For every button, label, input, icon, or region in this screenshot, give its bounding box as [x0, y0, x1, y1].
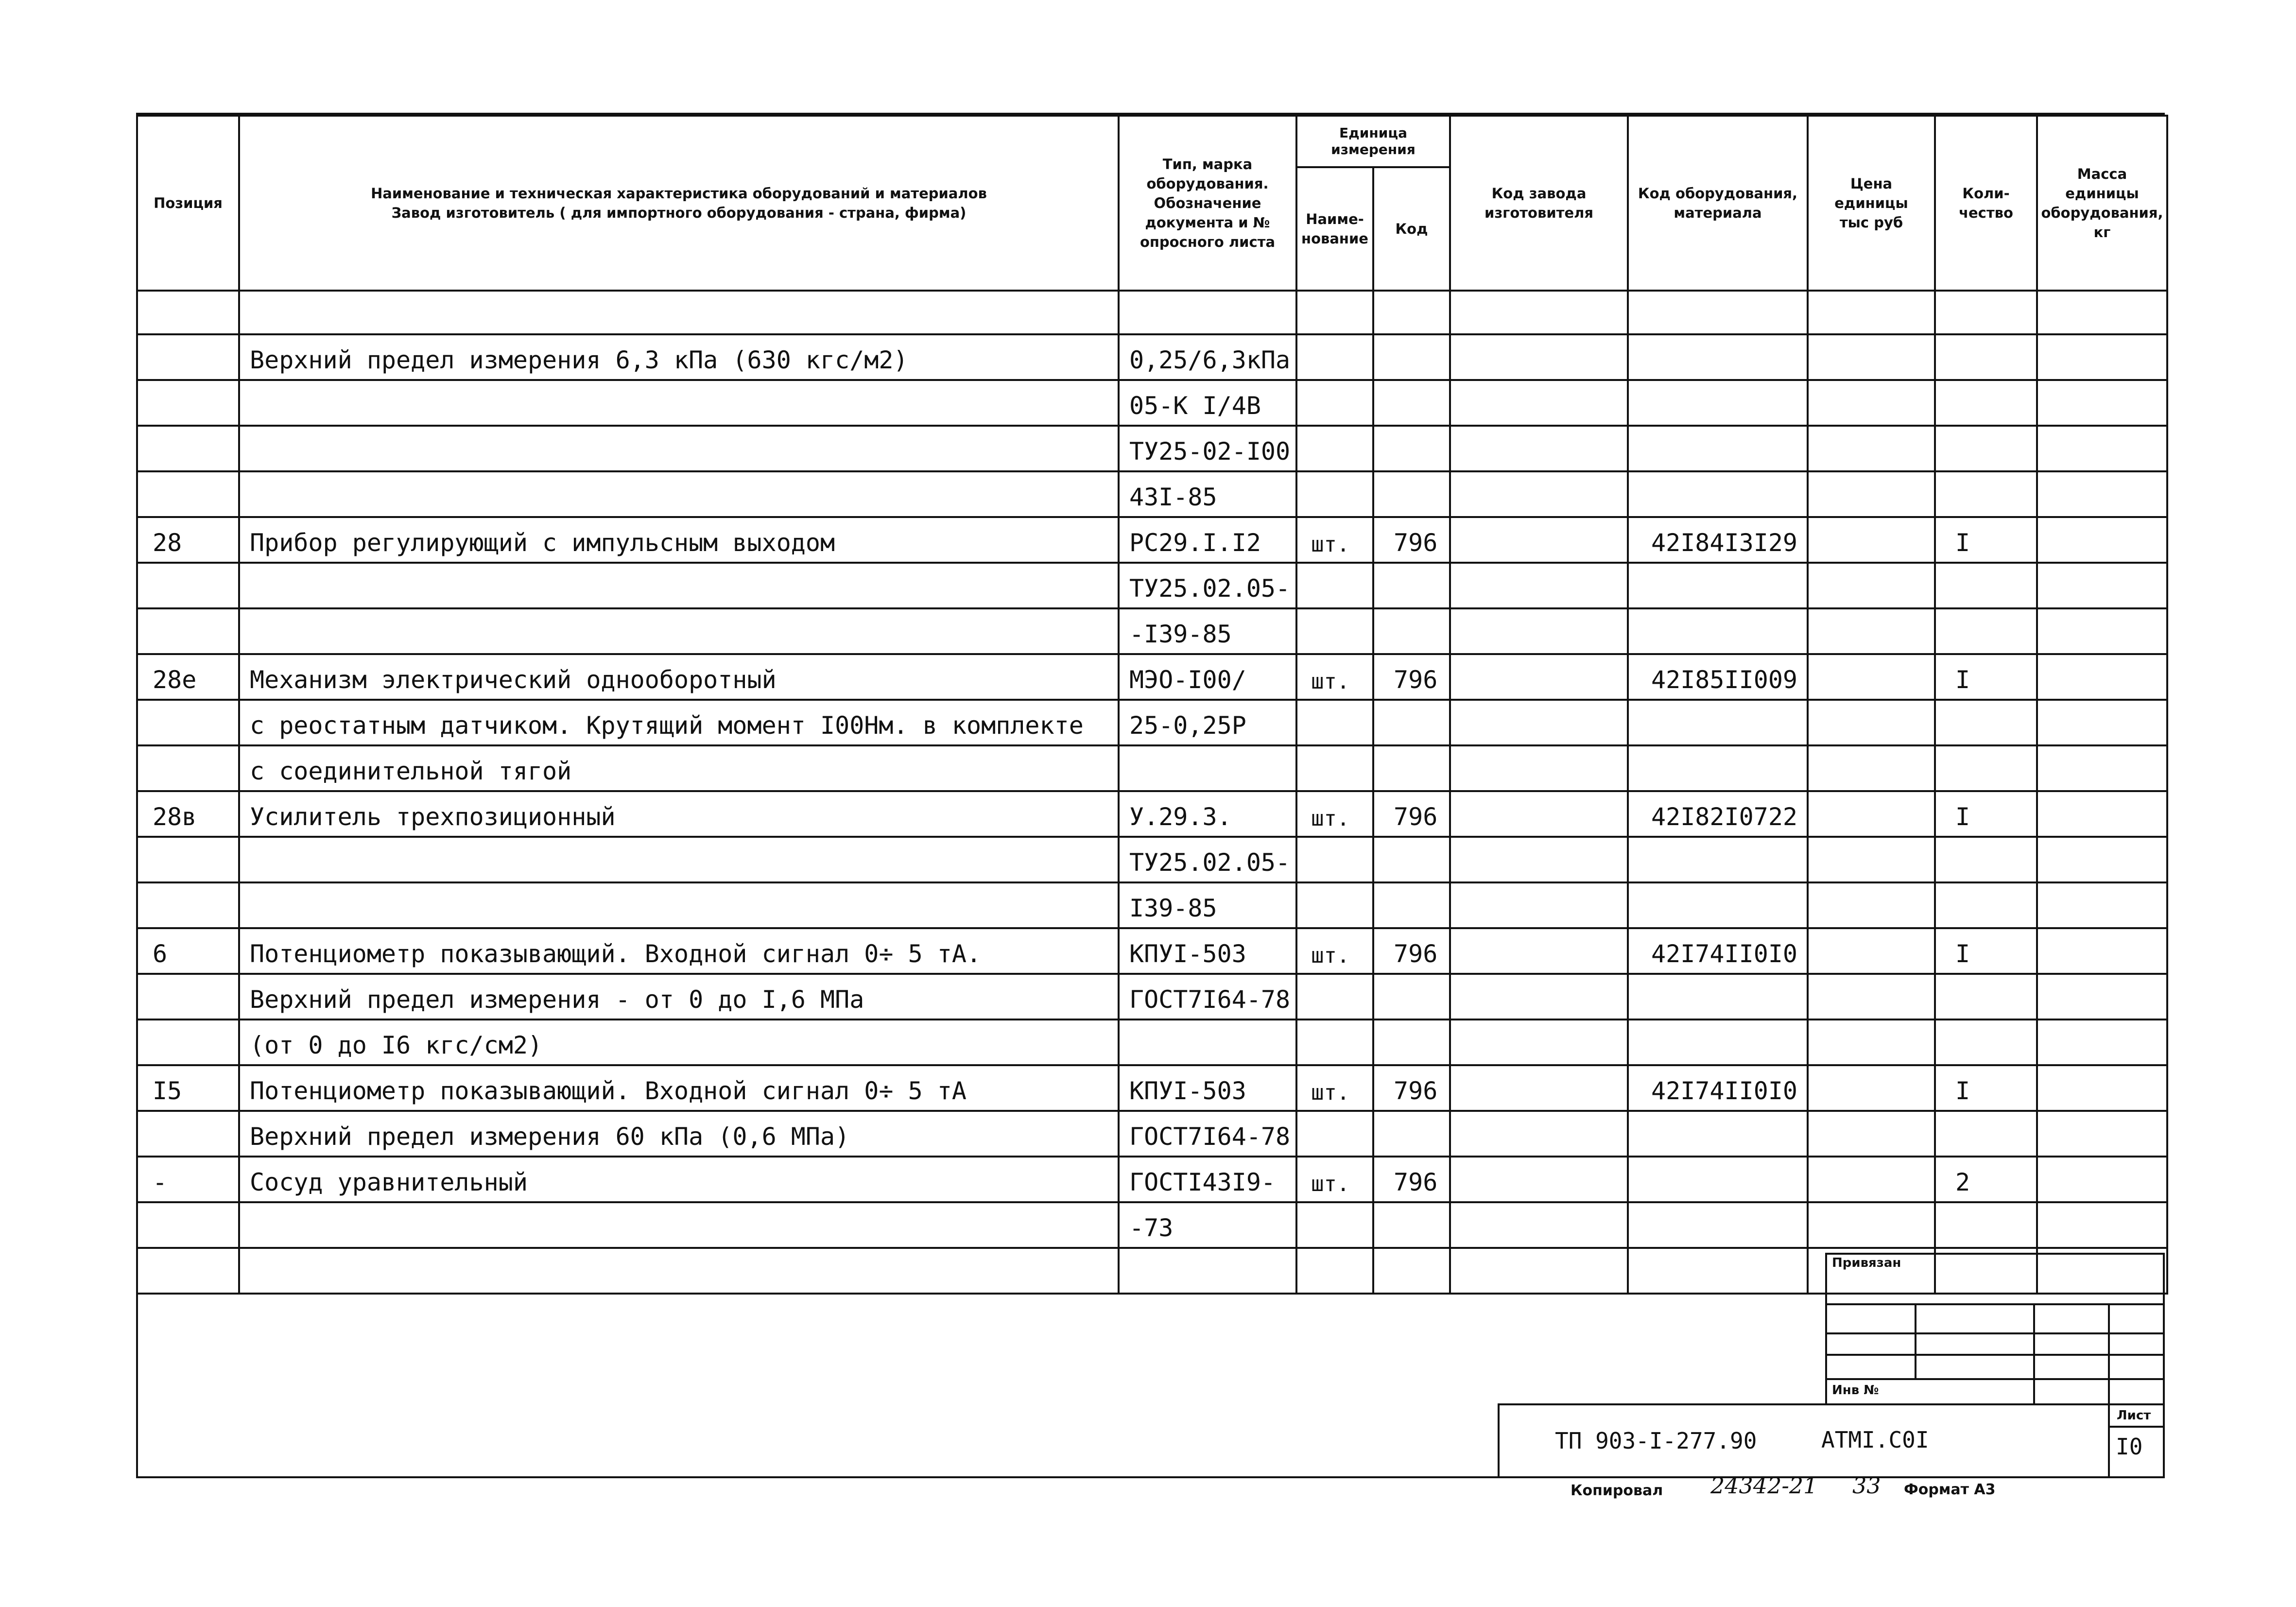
cell-quantity	[1935, 882, 2037, 928]
cell-name: (от 0 до I6 кгс/см2)	[239, 1019, 1119, 1065]
cell-factory-code	[1450, 700, 1628, 745]
cell-unit-name: шт.	[1296, 928, 1373, 974]
cell-unit-code	[1373, 471, 1450, 517]
cell-material-code	[1628, 380, 1808, 426]
cell-type: -73	[1119, 1202, 1296, 1248]
cell-material-code	[1628, 471, 1808, 517]
sheet-label: Лист	[2117, 1408, 2151, 1423]
cell-price	[1808, 1019, 1935, 1065]
cell-position: 28е	[137, 654, 239, 700]
cell-position	[137, 608, 239, 654]
cell-quantity	[1935, 837, 2037, 882]
cell-position	[137, 426, 239, 471]
attached-grid-v1	[1915, 1303, 1916, 1378]
cell-unit-code	[1373, 1111, 1450, 1157]
cell-name	[239, 471, 1119, 517]
cell-unit-code: 796	[1373, 654, 1450, 700]
cell-factory-code	[1450, 334, 1628, 380]
cell-type: 0,25/6,3кПа	[1119, 334, 1296, 380]
table-row	[137, 700, 2167, 745]
cell-factory-code	[1450, 1111, 1628, 1157]
attached-box	[1825, 1253, 2165, 1405]
stamp-sheet-divider	[2108, 1403, 2110, 1478]
cell-quantity	[1935, 334, 2037, 380]
cell-name: Сосуд уравнительный	[239, 1157, 1119, 1202]
table-row	[137, 426, 2167, 471]
cell-name: с соединительной тягой	[239, 745, 1119, 791]
cell-price	[1808, 1111, 1935, 1157]
cell-mass	[2037, 837, 2167, 882]
cell-quantity	[1935, 426, 2037, 471]
cell-unit-name	[1296, 700, 1373, 745]
cell-price	[1808, 928, 1935, 974]
cell-unit-name: шт.	[1296, 791, 1373, 837]
handwritten-page: 33	[1852, 1472, 1881, 1499]
cell-unit-code	[1373, 426, 1450, 471]
cell-mass	[2037, 291, 2167, 334]
cell-material-code	[1628, 700, 1808, 745]
cell-price	[1808, 563, 1935, 608]
cell-quantity	[1935, 1202, 2037, 1248]
table-row	[137, 380, 2167, 426]
cell-unit-code	[1373, 974, 1450, 1019]
cell-mass	[2037, 380, 2167, 426]
cell-material-code	[1628, 291, 1808, 334]
cell-type: ТУ25-02-I00	[1119, 426, 1296, 471]
cell-mass	[2037, 745, 2167, 791]
cell-position	[137, 471, 239, 517]
cell-type: ГОСТ7I64-78	[1119, 1111, 1296, 1157]
cell-quantity	[1935, 471, 2037, 517]
cell-unit-name: шт.	[1296, 517, 1373, 563]
cell-unit-name: шт.	[1296, 1157, 1373, 1202]
cell-factory-code	[1450, 608, 1628, 654]
cell-mass	[2037, 1202, 2167, 1248]
cell-quantity: I	[1935, 791, 2037, 837]
cell-unit-name: шт.	[1296, 654, 1373, 700]
cell-position	[137, 974, 239, 1019]
cell-price	[1808, 1157, 1935, 1202]
cell-quantity	[1935, 1111, 2037, 1157]
stamp-sheet-label-line	[2108, 1426, 2165, 1428]
cell-name: Потенциометр показывающий. Входной сигнал 0÷ 5 тА.	[239, 928, 1119, 974]
cell-name: с реостатным датчиком. Крутящий момент I00Нм. в комплекте	[239, 700, 1119, 745]
cell-unit-code	[1373, 563, 1450, 608]
inv-label: Инв №	[1832, 1383, 1879, 1398]
cell-material-code	[1628, 1157, 1808, 1202]
cell-position	[137, 1248, 239, 1294]
cell-factory-code	[1450, 654, 1628, 700]
cell-name: Усилитель трехпозиционный	[239, 791, 1119, 837]
cell-price	[1808, 791, 1935, 837]
cell-name: Верхний предел измерения - от 0 до I,6 МПа	[239, 974, 1119, 1019]
table-row	[137, 1157, 2167, 1202]
specification-table	[136, 115, 2168, 1295]
cell-factory-code	[1450, 1202, 1628, 1248]
table-row	[137, 517, 2167, 563]
cell-type: МЭО-I00/	[1119, 654, 1296, 700]
cell-price	[1808, 334, 1935, 380]
attached-grid-h4	[1825, 1378, 2165, 1380]
header-unit: Единица измерения	[1296, 116, 1450, 167]
cell-unit-code: 796	[1373, 928, 1450, 974]
cell-position: -	[137, 1157, 239, 1202]
cell-unit-name	[1296, 882, 1373, 928]
cell-unit-code	[1373, 1248, 1450, 1294]
cell-type: 43I-85	[1119, 471, 1296, 517]
cell-name: Потенциометр показывающий. Входной сигнал 0÷ 5 тА	[239, 1065, 1119, 1111]
cell-material-code	[1628, 334, 1808, 380]
cell-material-code	[1628, 1111, 1808, 1157]
cell-unit-name	[1296, 471, 1373, 517]
header-quantity: Коли- чество	[1935, 116, 2037, 291]
cell-price	[1808, 837, 1935, 882]
header-position: Позиция	[137, 116, 239, 291]
table-row	[137, 1065, 2167, 1111]
cell-factory-code	[1450, 471, 1628, 517]
cell-unit-code	[1373, 334, 1450, 380]
cell-price	[1808, 882, 1935, 928]
cell-unit-code: 796	[1373, 1157, 1450, 1202]
cell-factory-code	[1450, 791, 1628, 837]
cell-unit-code	[1373, 291, 1450, 334]
cell-material-code: 42I74II0I0	[1628, 1065, 1808, 1111]
cell-unit-name	[1296, 426, 1373, 471]
table-row	[137, 1019, 2167, 1065]
cell-mass	[2037, 334, 2167, 380]
header-row	[137, 116, 2167, 167]
cell-mass	[2037, 791, 2167, 837]
cell-mass	[2037, 1065, 2167, 1111]
cell-material-code: 42I85II009	[1628, 654, 1808, 700]
cell-unit-code	[1373, 1202, 1450, 1248]
attached-grid-h2	[1825, 1332, 2165, 1334]
handwritten-number: 24342-21	[1710, 1472, 1818, 1499]
cell-material-code	[1628, 1248, 1808, 1294]
cell-type: РС29.I.I2	[1119, 517, 1296, 563]
cell-unit-name	[1296, 745, 1373, 791]
cell-position: 6	[137, 928, 239, 974]
cell-unit-name	[1296, 974, 1373, 1019]
cell-mass	[2037, 974, 2167, 1019]
cell-quantity	[1935, 291, 2037, 334]
cell-factory-code	[1450, 517, 1628, 563]
cell-name: Механизм электрический однооборотный	[239, 654, 1119, 700]
cell-material-code	[1628, 426, 1808, 471]
copied-label: Копировал	[1571, 1482, 1663, 1499]
cell-position	[137, 380, 239, 426]
cell-factory-code	[1450, 291, 1628, 334]
cell-material-code	[1628, 837, 1808, 882]
cell-price	[1808, 654, 1935, 700]
table-row	[137, 837, 2167, 882]
cell-position	[137, 882, 239, 928]
cell-material-code	[1628, 882, 1808, 928]
cell-type: ГОСТI43I9-	[1119, 1157, 1296, 1202]
cell-quantity	[1935, 563, 2037, 608]
table-row	[137, 1202, 2167, 1248]
cell-unit-name: шт.	[1296, 1065, 1373, 1111]
cell-position	[137, 334, 239, 380]
cell-material-code	[1628, 1019, 1808, 1065]
cell-position	[137, 291, 239, 334]
cell-unit-code	[1373, 380, 1450, 426]
cell-mass	[2037, 928, 2167, 974]
cell-unit-code	[1373, 837, 1450, 882]
cell-mass	[2037, 882, 2167, 928]
cell-unit-name	[1296, 837, 1373, 882]
header-type: Тип, марка оборудования. Обозначение документа и № опросного листа	[1119, 116, 1296, 291]
header-name: Наименование и техническая характеристика оборудований и материалов Завод изготовитель ( для импортного оборудования - страна, фирма)	[239, 116, 1119, 291]
cell-name	[239, 563, 1119, 608]
table-row	[137, 1111, 2167, 1157]
cell-material-code: 42I74II0I0	[1628, 928, 1808, 974]
table-row	[137, 791, 2167, 837]
cell-factory-code	[1450, 882, 1628, 928]
header-factory-code: Код завода изготовителя	[1450, 116, 1628, 291]
cell-type	[1119, 1248, 1296, 1294]
cell-quantity	[1935, 1019, 2037, 1065]
cell-price	[1808, 380, 1935, 426]
cell-unit-name	[1296, 1111, 1373, 1157]
cell-mass	[2037, 1111, 2167, 1157]
table-row	[137, 291, 2167, 334]
cell-type: ТУ25.02.05-	[1119, 837, 1296, 882]
table-row	[137, 608, 2167, 654]
cell-unit-name	[1296, 1202, 1373, 1248]
cell-type: КПУI-503	[1119, 928, 1296, 974]
cell-type: ТУ25.02.05-	[1119, 563, 1296, 608]
cell-quantity: I	[1935, 928, 2037, 974]
cell-position	[137, 745, 239, 791]
document-code: ТП 903-I-277.90	[1555, 1428, 1757, 1454]
cell-mass	[2037, 700, 2167, 745]
cell-quantity: I	[1935, 654, 2037, 700]
attached-grid-v2	[2033, 1303, 2035, 1405]
cell-unit-name	[1296, 608, 1373, 654]
cell-type	[1119, 745, 1296, 791]
cell-name	[239, 291, 1119, 334]
cell-quantity: I	[1935, 1065, 2037, 1111]
cell-unit-code: 796	[1373, 1065, 1450, 1111]
cell-quantity	[1935, 700, 2037, 745]
cell-unit-code	[1373, 700, 1450, 745]
frame-bottom-line	[136, 1476, 1500, 1478]
cell-factory-code	[1450, 1065, 1628, 1111]
cell-type: I39-85	[1119, 882, 1296, 928]
cell-unit-code	[1373, 882, 1450, 928]
cell-name	[239, 426, 1119, 471]
cell-material-code	[1628, 974, 1808, 1019]
table-row	[137, 334, 2167, 380]
cell-unit-name	[1296, 1248, 1373, 1294]
cell-mass	[2037, 517, 2167, 563]
cell-mass	[2037, 1157, 2167, 1202]
cell-position	[137, 837, 239, 882]
format-label: Формат А3	[1904, 1481, 1996, 1498]
attached-grid-h3	[1825, 1354, 2165, 1356]
header-mass: Масса единицы оборудования, кг	[2037, 116, 2167, 291]
table-row	[137, 745, 2167, 791]
header-unit-code: Код	[1373, 167, 1450, 291]
cell-factory-code	[1450, 974, 1628, 1019]
cell-unit-code	[1373, 608, 1450, 654]
cell-unit-code: 796	[1373, 791, 1450, 837]
cell-position: 28	[137, 517, 239, 563]
cell-position	[137, 1019, 239, 1065]
cell-type	[1119, 291, 1296, 334]
cell-factory-code	[1450, 837, 1628, 882]
table-row	[137, 974, 2167, 1019]
cell-material-code	[1628, 608, 1808, 654]
cell-position: I5	[137, 1065, 239, 1111]
cell-price	[1808, 700, 1935, 745]
attached-grid-v3	[2108, 1303, 2110, 1405]
header-material-code: Код оборудования, материала	[1628, 116, 1808, 291]
cell-material-code	[1628, 1202, 1808, 1248]
table-row	[137, 563, 2167, 608]
table-row	[137, 471, 2167, 517]
cell-factory-code	[1450, 745, 1628, 791]
cell-quantity: I	[1935, 517, 2037, 563]
cell-type	[1119, 1019, 1296, 1065]
cell-type: КПУI-503	[1119, 1065, 1296, 1111]
cell-type: У.29.3.	[1119, 791, 1296, 837]
cell-factory-code	[1450, 1157, 1628, 1202]
cell-quantity	[1935, 608, 2037, 654]
cell-mass	[2037, 608, 2167, 654]
cell-name	[239, 1248, 1119, 1294]
cell-price	[1808, 1202, 1935, 1248]
sheet-code: АТМI.С0I	[1821, 1427, 1929, 1453]
table-row	[137, 882, 2167, 928]
cell-name	[239, 1202, 1119, 1248]
cell-unit-code	[1373, 1019, 1450, 1065]
cell-price	[1808, 471, 1935, 517]
cell-material-code	[1628, 563, 1808, 608]
cell-quantity	[1935, 380, 2037, 426]
cell-price	[1808, 745, 1935, 791]
cell-factory-code	[1450, 380, 1628, 426]
header-price: Цена единицы тыс руб	[1808, 116, 1935, 291]
cell-unit-name	[1296, 380, 1373, 426]
cell-name	[239, 882, 1119, 928]
cell-quantity	[1935, 974, 2037, 1019]
cell-factory-code	[1450, 426, 1628, 471]
cell-price	[1808, 608, 1935, 654]
cell-factory-code	[1450, 1248, 1628, 1294]
cell-type: 05-К I/4В	[1119, 380, 1296, 426]
cell-mass	[2037, 563, 2167, 608]
cell-mass	[2037, 426, 2167, 471]
attached-grid-h1	[1825, 1303, 2165, 1305]
cell-factory-code	[1450, 928, 1628, 974]
cell-name	[239, 608, 1119, 654]
cell-position	[137, 700, 239, 745]
cell-material-code: 42I84I3I29	[1628, 517, 1808, 563]
cell-price	[1808, 291, 1935, 334]
cell-type: ГОСТ7I64-78	[1119, 974, 1296, 1019]
cell-position	[137, 563, 239, 608]
cell-price	[1808, 517, 1935, 563]
cell-material-code	[1628, 745, 1808, 791]
cell-type: 25-0,25Р	[1119, 700, 1296, 745]
cell-quantity: 2	[1935, 1157, 2037, 1202]
sheet-number: I0	[2116, 1434, 2143, 1460]
cell-unit-name	[1296, 563, 1373, 608]
cell-mass	[2037, 1019, 2167, 1065]
table-row	[137, 928, 2167, 974]
cell-unit-name	[1296, 1019, 1373, 1065]
attached-label: Привязан	[1832, 1256, 1901, 1270]
cell-unit-name	[1296, 291, 1373, 334]
cell-name: Верхний предел измерения 6,3 кПа (630 кгс/м2)	[239, 334, 1119, 380]
cell-quantity	[1935, 745, 2037, 791]
cell-name	[239, 837, 1119, 882]
cell-position: 28в	[137, 791, 239, 837]
cell-mass	[2037, 471, 2167, 517]
cell-factory-code	[1450, 1019, 1628, 1065]
cell-name: Верхний предел измерения 60 кПа (0,6 МПа)	[239, 1111, 1119, 1157]
cell-type: -I39-85	[1119, 608, 1296, 654]
cell-unit-name	[1296, 334, 1373, 380]
cell-material-code: 42I82I0722	[1628, 791, 1808, 837]
table-body	[137, 291, 2167, 1294]
cell-name: Прибор регулирующий с импульсным выходом	[239, 517, 1119, 563]
cell-position	[137, 1202, 239, 1248]
cell-mass	[2037, 654, 2167, 700]
cell-unit-code: 796	[1373, 517, 1450, 563]
table-row	[137, 654, 2167, 700]
cell-unit-code	[1373, 745, 1450, 791]
cell-factory-code	[1450, 563, 1628, 608]
cell-price	[1808, 426, 1935, 471]
cell-price	[1808, 1065, 1935, 1111]
cell-position	[137, 1111, 239, 1157]
cell-name	[239, 380, 1119, 426]
header-unit-name: Наиме- нование	[1296, 167, 1373, 291]
cell-price	[1808, 974, 1935, 1019]
